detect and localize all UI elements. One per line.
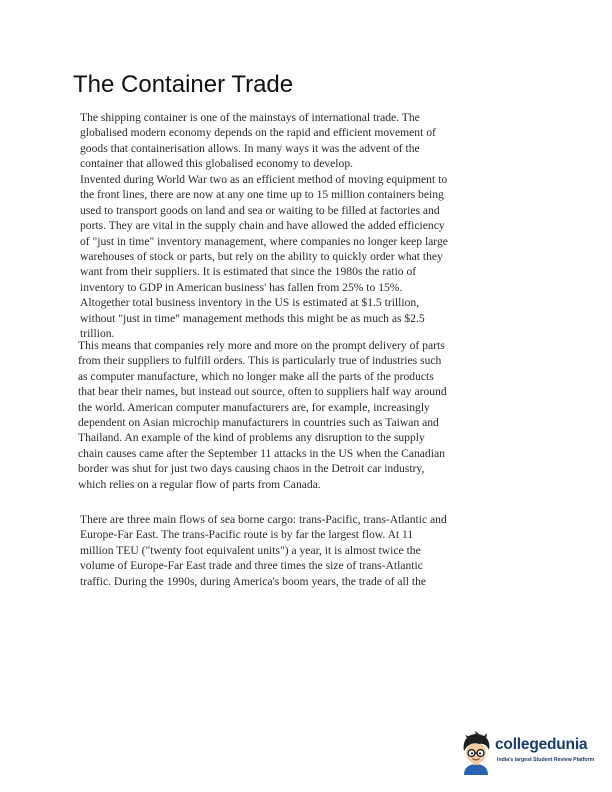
paragraph-1 bbox=[80, 110, 436, 172]
text-line: The shipping container is one of the mainstays of international trade. The bbox=[80, 111, 420, 124]
text-line: goods that containerisation allows. In many ways it was the advent of the bbox=[80, 141, 420, 155]
text-line: traffic. During the 1990s, during America's boom years, the trade of all the bbox=[80, 574, 427, 588]
text-line: that bear their names, but instead out source, often to suppliers half way around bbox=[78, 385, 447, 399]
logo-wordmark: collegedunia bbox=[495, 736, 588, 753]
logo-tagline: India's largest Student Review Platform bbox=[497, 757, 595, 763]
text-line: chain causes came after the September 11 attacks in the US when the Canadian bbox=[78, 446, 445, 460]
text-line: warehouses of stock or parts, but rely on the ability to quickly order what they bbox=[80, 250, 443, 264]
text-line: Europe-Far East. The trans-Pacific route is by far the largest flow. At 11 bbox=[80, 528, 414, 542]
text-line: trillion. bbox=[80, 327, 115, 341]
text-line: from their suppliers to fulfill orders. This is particularly true of industries such bbox=[78, 354, 442, 368]
page-title: The Container Trade bbox=[73, 71, 294, 98]
text-line: want from their suppliers. It is estimated that since the 1980s the ratio of bbox=[80, 265, 417, 279]
text-line: Thailand. An example of the kind of problems any disruption to the supply bbox=[78, 431, 425, 445]
text-line: border was shut for just two days causing chaos in the Detroit car industry, bbox=[78, 462, 425, 476]
paragraph-2 bbox=[80, 172, 448, 341]
collegedunia-logo bbox=[456, 731, 598, 777]
text-line: as computer manufacture, which no longer make all the parts of the products bbox=[78, 369, 434, 383]
mascot-icon bbox=[456, 731, 496, 775]
text-line: million TEU ("twenty foot equivalent units") a year, it is almost twice the bbox=[80, 543, 421, 557]
text-line: container that allowed this globalised economy to develop. bbox=[80, 157, 354, 171]
text-line: dependent on Asian microchip manufacturers in countries such as Taiwan and bbox=[78, 416, 439, 430]
text-line: Altogether total business inventory in the US is estimated at $1.5 trillion, bbox=[80, 296, 420, 310]
paragraph-4 bbox=[80, 512, 447, 589]
text-line: which relies on a regular flow of parts from Canada. bbox=[78, 477, 321, 491]
text-line: the front lines, there are now at any one time up to 15 million containers being bbox=[80, 188, 444, 202]
text-line: globalised modern economy depends on the rapid and efficient movement of bbox=[80, 126, 436, 140]
text-line: without "just in time" management methods this might be as much as $2.5 bbox=[80, 311, 425, 325]
text-line: Invented during World War two as an efficient method of moving equipment to bbox=[80, 173, 448, 186]
text-line: of "just in time" inventory management, where companies no longer keep large bbox=[80, 234, 448, 248]
text-line: ports. They are vital in the supply chain and have allowed the added efficiency bbox=[80, 219, 445, 233]
text-line: This means that companies rely more and more on the prompt delivery of parts bbox=[78, 339, 445, 352]
text-line: used to transport goods on land and sea or waiting to be filled at factories and bbox=[80, 203, 440, 217]
paragraph-3 bbox=[78, 338, 447, 492]
text-line: the world. American computer manufacturers are, for example, increasingly bbox=[78, 400, 430, 414]
text-line: inventory to GDP in American business' has fallen from 25% to 15%. bbox=[80, 280, 403, 294]
text-line: volume of Europe-Far East trade and three times the size of trans-Atlantic bbox=[80, 559, 423, 573]
text-line: There are three main flows of sea borne cargo: trans-Pacific, trans-Atlantic and bbox=[80, 513, 447, 526]
